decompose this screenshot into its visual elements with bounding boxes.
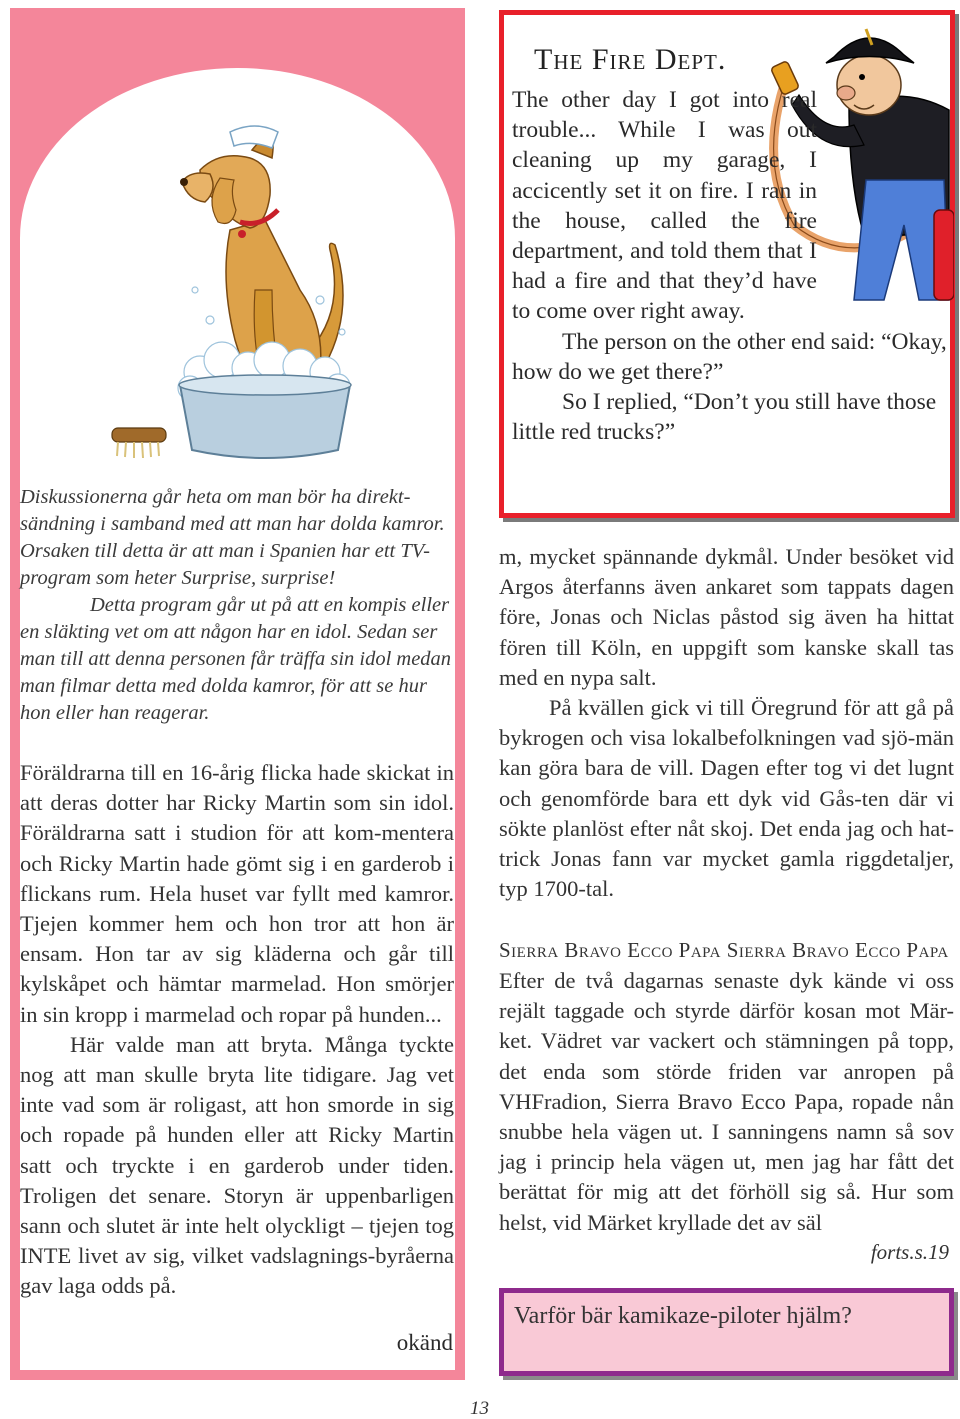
story-text: [20, 758, 454, 1302]
brush-icon: [108, 422, 170, 462]
sierra-section-text: [499, 966, 954, 1238]
question-box: [499, 1288, 954, 1376]
fire-dept-joke-box: [499, 10, 955, 518]
report-paragraph: m, mycket spännande dykmål. Under besöket vid Argos återfanns även ankaret som tappats dagen före, Jonas och Niclas påstod sig även ha hittat fören till Köln, en uppgift som kanske skall tas med en nypa salt.: [499, 544, 954, 690]
joke-opening: The other day I got into real trouble... While I was out cleaning up my garage, I accicently set it on fire. I ran in the house, called the fire department, and told them that I had a fire and that they’d have to come over right away.: [512, 87, 817, 325]
story-paragraph: Föräldrarna till en 16-årig flicka hade skickat in att deras dotter har Ricky Martin som sin idol. Föräldrarna satt i studion för att kom-mentera och Ricky Martin hade gömt sig i en garderob i flickans rum. Hela huset var fyllt med kamror. Tjejen kommer hem och hon tror att hon är ensam. Hon tar av sig kläderna och går till kylskåpet och hämtar marmelad. Hon smörjer in sin kropp i marmelad och ropar på hunden...: [20, 760, 454, 1027]
fire-dept-joke-text: [512, 85, 952, 447]
joke-punchline: So I replied, “Don’t you still have those little red trucks?”: [512, 389, 937, 446]
story-paragraph: Här valde man att bryta. Många tyckte nog att man skulle bryta lite tidigare. Jag vet inte vad som är roligast, att hon smorde in sig och ropade på hunden eller att Ricky Martin satt och tryckte i en garderob under tiden. Troligen det senare. Storyn är uppenbarligen sann och slutet är inte helt olyckligt – tjejen tog INTE livet av sig, vilket vadslagnings-byråerna gav laga odds på.: [20, 1031, 454, 1299]
italic-paragraph: Detta program går ut på att en kompis eller en släkting vet om att någon har en idol. Sedan ser man till att denna personen får träffa sin idol medan man filmar detta med dolda kamror, för att se hur hon eller han reagerar.: [20, 594, 452, 724]
intro-italic: [20, 484, 454, 727]
dog-in-bathtub-icon: [160, 110, 370, 470]
continued-note: forts.s.19: [870, 1240, 949, 1264]
question-text: Varför bär kamikaze-piloter hjälm?: [514, 1303, 852, 1329]
dive-report-continued: [499, 542, 954, 904]
report-paragraph: På kvällen gick vi till Öregrund för att gå på bykrogen och visa lokalbefolkningen vad sjö-män kan göra bara de vill. Dagen efter tog vi det lugnt och genomförde bara ett dyk vid Gås-ten där vi sökte planlöst efter nåt skoj. Det enda jag och hat-trick Jonas fann var mycket gamla riggdetaljer, typ 1700-tal.: [499, 695, 954, 902]
italic-paragraph: Diskussionerna går heta om man bör ha direkt-sändning i samband med att man har dolda kamror. Orsaken till detta är att man i Spanien har ett TV-program som heter Surprise, surprise!: [20, 486, 445, 589]
fire-dept-title: The Fire Dept.: [534, 43, 727, 76]
section-heading: Sierra Bravo Ecco Papa Sierra Bravo Ecco Papa: [499, 938, 949, 962]
author-signature: okänd: [396, 1330, 453, 1355]
joke-line: The person on the other end said: “Okay, how do we get there?”: [512, 328, 947, 385]
page-number: 13: [470, 1398, 489, 1419]
report-paragraph: Efter de två dagarnas senaste dyk kände vi oss rejält taggade och styrde därför kosan mot Mär-ket. Vädret var vackert och stämningen på topp, det enda som störde friden var anropen på VHFradion, Sierra Bravo Ecco Papa, ropade nån snubbe hela vägen ut. I sanningens namn så sov jag i princip hela vägen ut, men jag har fått det berättat för mig att det förhöll sig så. Hur som helst, vid Märket kryllade det av säl: [499, 968, 954, 1235]
